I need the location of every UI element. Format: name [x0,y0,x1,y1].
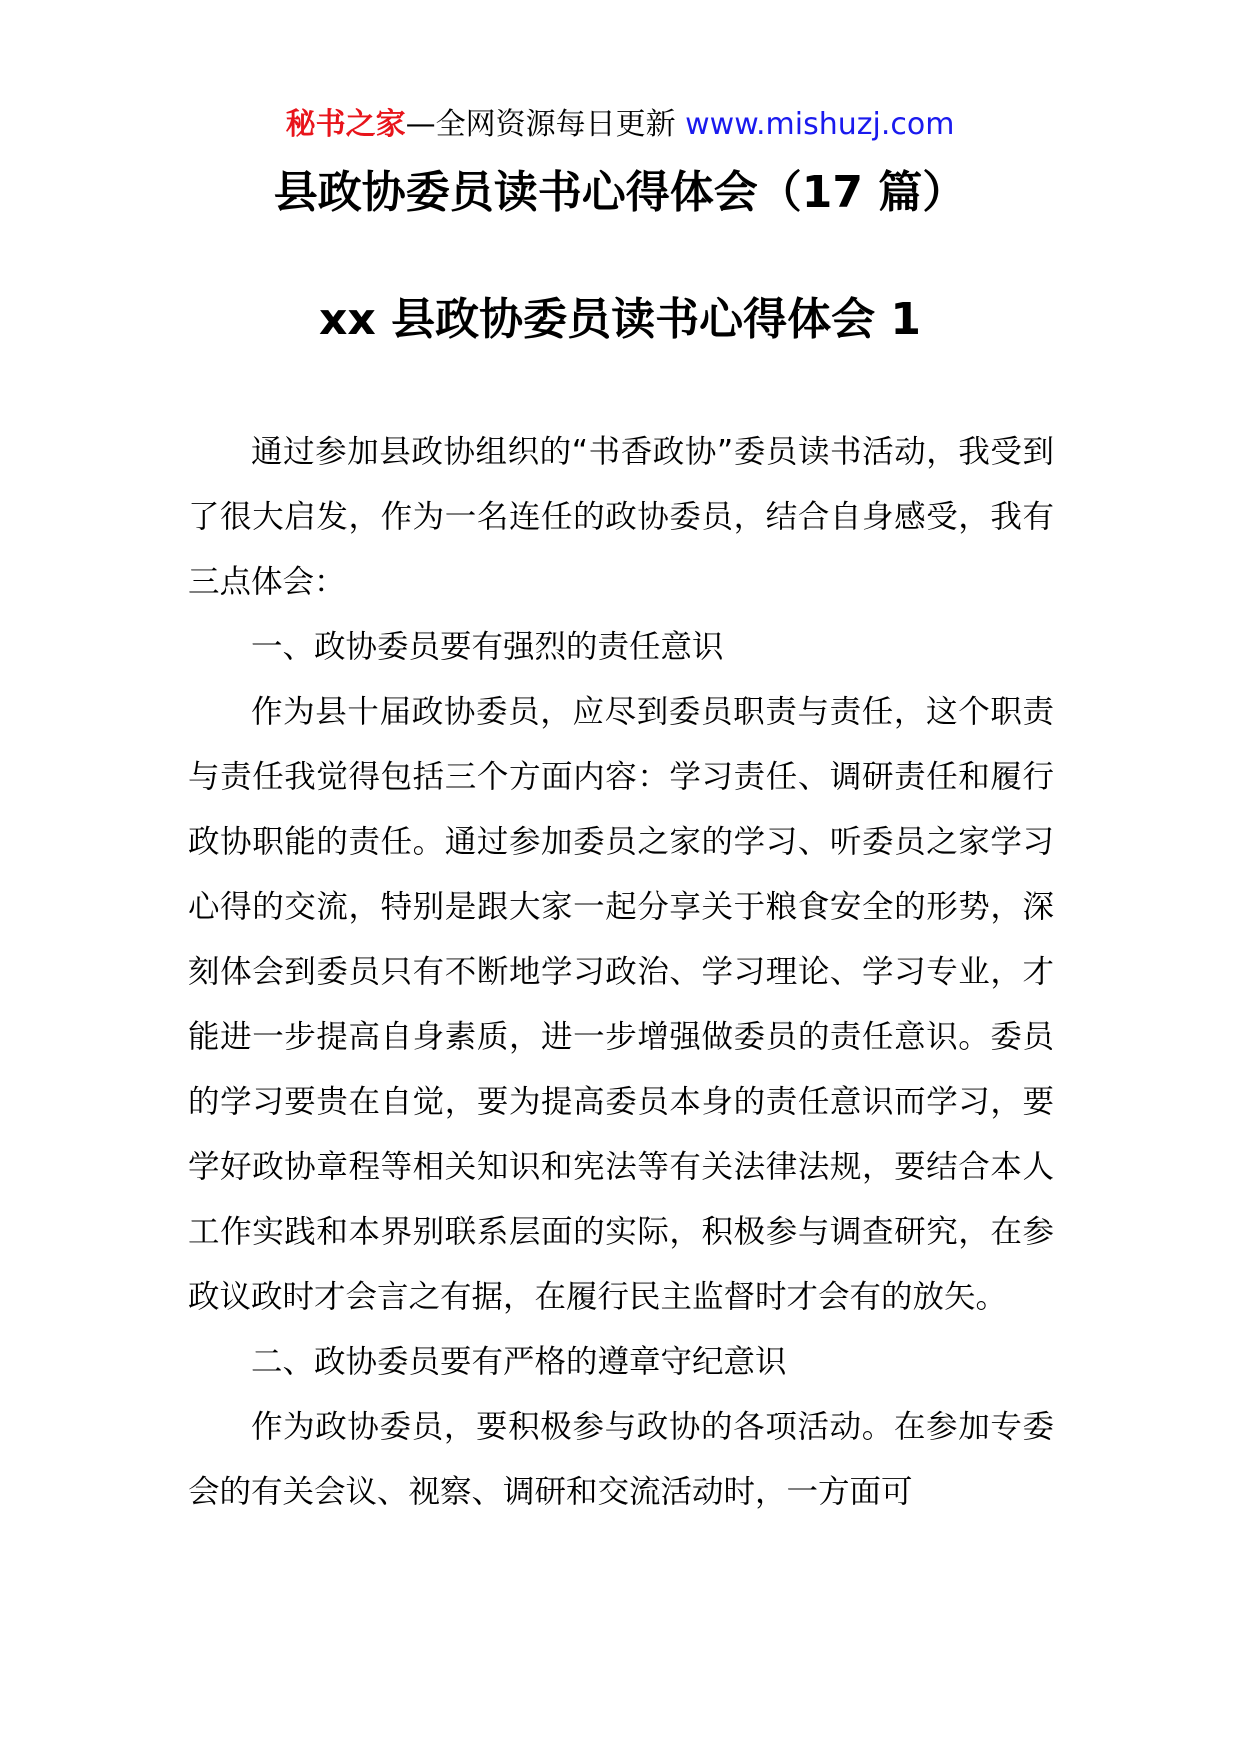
site-brand: 秘书之家 [285,107,406,142]
paragraph-point-one: 作为县十届政协委员，应尽到委员职责与责任，这个职责与责任我觉得包括三个方面内容：学习责任、调研责任和履行政协职能的责任。通过参加委员之家的学习、听委员之家学习心得的交流，特别是跟大家一起分享关于粮食安全的形势，深刻体会到委员只有不断地学习政治、学习理论、学习专业，才能进一步提高自身素质，进一步增强做委员的责任意识。委员的学习要贵在自觉，要为提高委员本身的责任意识而学习，要学好政协章程等相关知识和宪法等有关法律法规，要结合本人工作实践和本界别联系层面的实际，积极参与调查研究，在参政议政时才会言之有据，在履行民主监督时才会有的放矢。 [188,694,1054,1315]
site-tagline: —全网资源每日更新 [405,107,686,142]
paragraph-intro: 通过参加县政协组织的“书香政协”委员读书活动，我受到了很大启发，作为一名连任的政协委员，结合自身感受，我有三点体会： [188,434,1054,600]
document-title: 县政协委员读书心得体会（17 篇） [273,167,967,218]
document-body [188,420,1054,1525]
section-title: xx 县政协委员读书心得体会 1 [318,294,921,345]
heading-point-two: 二、政协委员要有严格的遵章守纪意识 [251,1344,787,1380]
site-url-link[interactable]: www.mishuzj.com [685,107,955,142]
site-header [0,100,1240,150]
heading-point-one: 一、政协委员要有强烈的责任意识 [251,629,724,665]
paragraph-point-two: 作为政协委员，要积极参与政协的各项活动。在参加专委会的有关会议、视察、调研和交流活动时，一方面可 [188,1409,1054,1510]
